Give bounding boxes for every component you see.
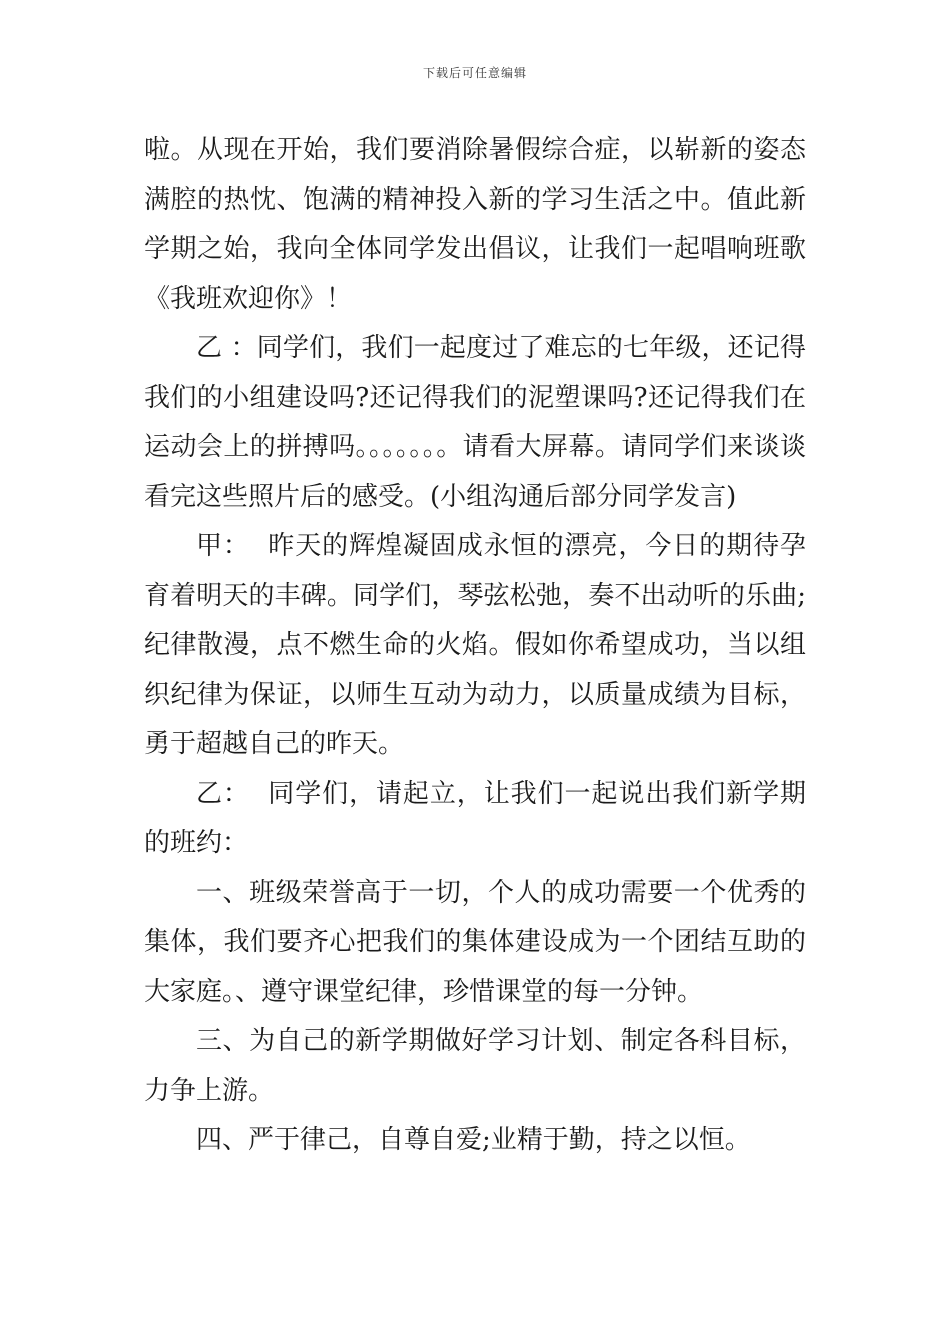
paragraph-jia-speech: 甲： 昨天的辉煌凝固成永恒的漂亮，今日的期待孕育着明天的丰碑。同学们，琴弦松弛，奏不出动听的乐曲;纪律散漫，点不燃生命的火焰。假如你希望成功，当以组织纪律为保证，以师生互动为动力，以质量成绩为目标，勇于超越自己的昨天。 [144, 531, 806, 759]
document-body [144, 126, 806, 1166]
paragraph-continuation: 啦。从现在开始，我们要消除暑假综合症，以崭新的姿态满腔的热忱、饱满的精神投入新的学习生活之中。值此新学期之始，我向全体同学发出倡议，让我们一起唱响班歌《我班欢迎你》！ [144, 135, 806, 314]
page-header: 下载后可任意编辑 [422, 66, 527, 80]
paragraph-rule-1: 一、班级荣誉高于一切，个人的成功需要一个优秀的集体，我们要齐心把我们的集体建设成为一个团结互助的大家庭。、遵守课堂纪律，珍惜课堂的每一分钟。 [144, 877, 806, 1007]
paragraph-rule-3: 三、为自己的新学期做好学习计划、制定各科目标，力争上游。 [144, 1026, 806, 1106]
paragraph-yi-speech-2: 乙： 同学们，请起立，让我们一起说出我们新学期的班约： [144, 778, 806, 858]
paragraph-rule-4: 四、严于律己，自尊自爱;业精于勤，持之以恒。 [196, 1125, 751, 1155]
paragraph-yi-speech-1: 乙 ：同学们，我们一起度过了难忘的七年级，还记得我们的小组建设吗?还记得我们的泥塑课吗?还记得我们在运动会上的拼搏吗。。。。。。。请看大屏幕。请同学们来谈谈看完这些照片后的感受。(小组沟通后部分同学发言) [144, 333, 806, 512]
